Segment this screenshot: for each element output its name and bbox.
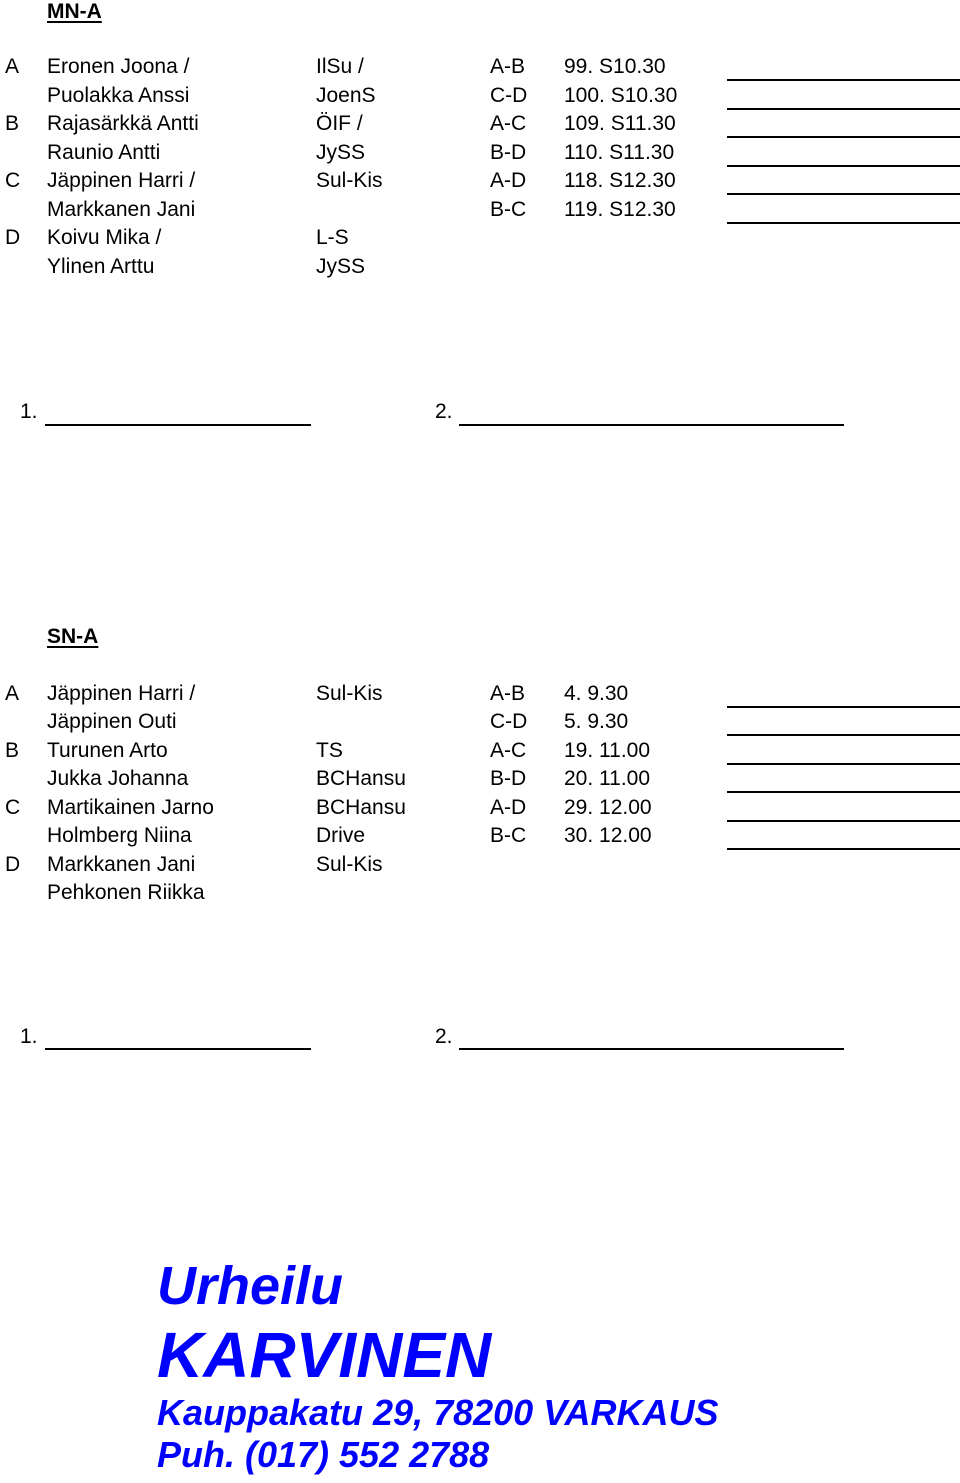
club-name: JySS (316, 141, 366, 164)
player-name: Markkanen Jani (47, 853, 196, 876)
match-time: 5. 9.30 (564, 710, 629, 733)
placement-label: 2. (435, 400, 453, 423)
club-name: JySS (316, 255, 366, 278)
player-name: Pehkonen Riikka (47, 881, 205, 904)
match-time: 119. S12.30 (564, 198, 676, 221)
player-name: Ylinen Arttu (47, 255, 155, 278)
match-pair: A-B (490, 682, 526, 705)
placement-blank-line[interactable] (459, 424, 844, 426)
match-pair: B-D (490, 767, 527, 790)
club-name: Sul-Kis (316, 853, 383, 876)
club-name: L-S (316, 226, 349, 249)
placement-label: 1. (20, 400, 38, 423)
player-name: Holmberg Niina (47, 824, 192, 847)
result-blank-line[interactable] (727, 791, 960, 793)
match-pair: B-C (490, 824, 527, 847)
match-pair: B-C (490, 198, 527, 221)
placement-label: 1. (20, 1025, 38, 1048)
placement-blank-line[interactable] (45, 1048, 311, 1050)
player-name: Jäppinen Outi (47, 710, 177, 733)
club-name: JoenS (316, 84, 376, 107)
match-time: 118. S12.30 (564, 169, 676, 192)
result-blank-line[interactable] (727, 222, 960, 224)
result-blank-line[interactable] (727, 136, 960, 138)
result-blank-line[interactable] (727, 79, 960, 81)
club-name: BCHansu (316, 796, 406, 819)
player-name: Puolakka Anssi (47, 84, 190, 107)
club-name: BCHansu (316, 767, 406, 790)
match-time: 20. 11.00 (564, 767, 651, 790)
section-title: SN-A (47, 625, 99, 648)
result-blank-line[interactable] (727, 820, 960, 822)
group-letter: C (5, 169, 21, 192)
player-name: Jukka Johanna (47, 767, 189, 790)
club-name: Drive (316, 824, 366, 847)
match-time: 29. 12.00 (564, 796, 652, 819)
player-name: Martikainen Jarno (47, 796, 214, 819)
sponsor-address: Kauppakatu 29, 78200 VARKAUS (157, 1392, 719, 1433)
sponsor-name-line1: Urheilu (157, 1256, 344, 1316)
match-time: 4. 9.30 (564, 682, 629, 705)
player-name: Koivu Mika / (47, 226, 162, 249)
result-blank-line[interactable] (727, 763, 960, 765)
match-pair: B-D (490, 141, 527, 164)
match-pair: A-C (490, 112, 527, 135)
match-pair: A-D (490, 169, 527, 192)
sponsor-name-line2: KARVINEN (157, 1319, 492, 1391)
result-blank-line[interactable] (727, 734, 960, 736)
player-name: Turunen Arto (47, 739, 168, 762)
match-pair: C-D (490, 84, 528, 107)
result-blank-line[interactable] (727, 193, 960, 195)
group-letter: A (5, 682, 20, 705)
match-pair: A-B (490, 55, 526, 78)
placement-blank-line[interactable] (459, 1048, 844, 1050)
player-name: Rajasärkkä Antti (47, 112, 199, 135)
group-letter: A (5, 55, 20, 78)
match-time: 19. 11.00 (564, 739, 651, 762)
result-blank-line[interactable] (727, 108, 960, 110)
match-time: 99. S10.30 (564, 55, 666, 78)
placement-blank-line[interactable] (45, 424, 311, 426)
section-title: MN-A (47, 0, 102, 23)
group-letter: B (5, 739, 20, 762)
placement-label: 2. (435, 1025, 453, 1048)
match-time: 109. S11.30 (564, 112, 676, 135)
match-time: 100. S10.30 (564, 84, 678, 107)
match-time: 30. 12.00 (564, 824, 652, 847)
match-pair: A-C (490, 739, 527, 762)
match-time: 110. S11.30 (564, 141, 675, 164)
match-pair: C-D (490, 710, 528, 733)
sponsor-phone: Puh. (017) 552 2788 (157, 1434, 490, 1475)
club-name: Sul-Kis (316, 682, 383, 705)
result-blank-line[interactable] (727, 848, 960, 850)
result-blank-line[interactable] (727, 165, 960, 167)
club-name: IlSu / (316, 55, 364, 78)
player-name: Jäppinen Harri / (47, 169, 196, 192)
player-name: Eronen Joona / (47, 55, 190, 78)
match-pair: A-D (490, 796, 527, 819)
group-letter: B (5, 112, 20, 135)
group-letter: D (5, 226, 21, 249)
club-name: Sul-Kis (316, 169, 383, 192)
group-letter: C (5, 796, 21, 819)
player-name: Jäppinen Harri / (47, 682, 196, 705)
group-letter: D (5, 853, 21, 876)
club-name: ÖIF / (316, 112, 363, 135)
result-blank-line[interactable] (727, 706, 960, 708)
player-name: Markkanen Jani (47, 198, 196, 221)
club-name: TS (316, 739, 343, 762)
player-name: Raunio Antti (47, 141, 161, 164)
